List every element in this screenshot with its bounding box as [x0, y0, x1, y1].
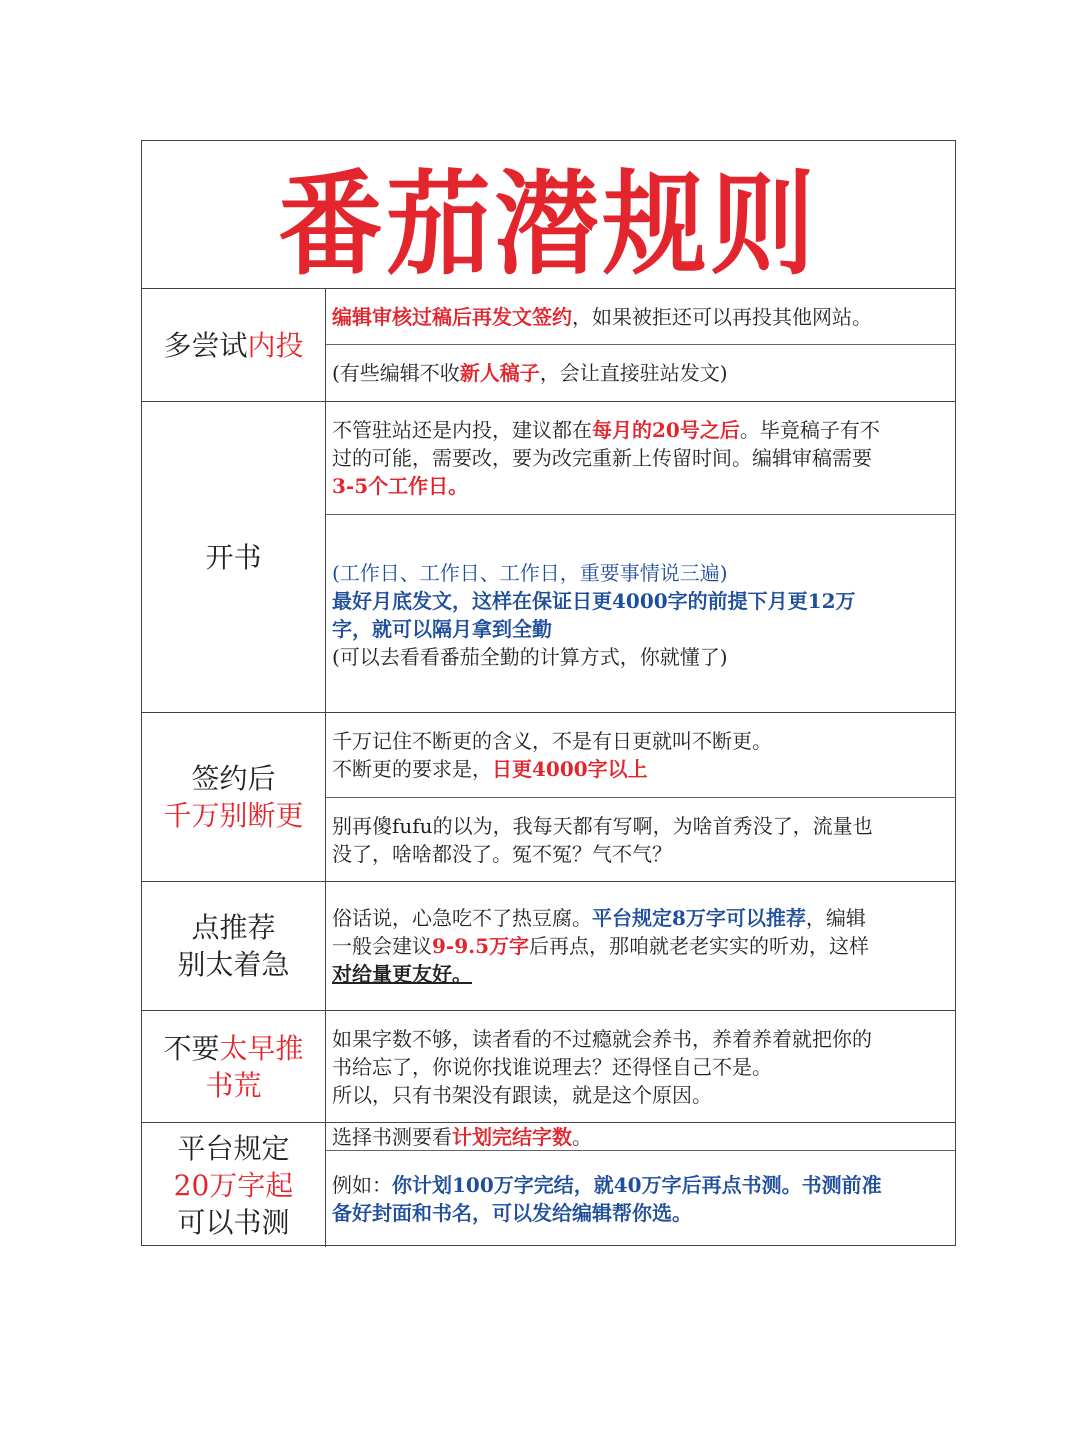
cell-neitou-1: [326, 289, 955, 345]
body-text: 所以，只有书架没有跟读，就是这个原因。: [332, 1083, 712, 1107]
label-text: 点推荐: [191, 911, 276, 944]
label-text: 多尝试: [163, 328, 248, 362]
body-text: 如果字数不够，读者看的不过瘾就会养书，养着养着就把你的: [332, 1027, 872, 1051]
label-text: 别太着急: [177, 948, 290, 981]
cell-shuhuang: [326, 1011, 955, 1123]
cell-qianyue-2: [326, 798, 955, 882]
note-text: (工作日、工作日、工作日，重要事情说三遍): [332, 561, 728, 585]
row-shuhuang: [142, 1011, 955, 1123]
highlight-text: 9-9.5万字: [432, 934, 530, 958]
label-highlight: 书荒: [205, 1068, 262, 1102]
body-text: 后再点，那咱就老老实实的听劝，这样: [529, 934, 870, 958]
label-shuce: [142, 1123, 326, 1247]
cell-kaishu-2: [326, 515, 955, 713]
label-text: 签约后: [191, 762, 276, 795]
row-qianyue: [142, 713, 955, 882]
label-kaishu: [142, 402, 326, 712]
label-highlight: 内投: [247, 328, 304, 362]
cell-shuce-2: [326, 1151, 955, 1247]
highlight-text: 备好封面和书名，可以发给编辑帮你选。: [332, 1201, 692, 1225]
highlight-text: 每月的20号之后: [592, 418, 740, 442]
label-tuijian: [142, 882, 326, 1010]
body-text: 别再傻fufu的以为，我每天都有写啊，为啥首秀没了，流量也: [332, 814, 873, 838]
label-neitou: [142, 289, 326, 401]
body-text: 例如：: [332, 1173, 392, 1197]
label-highlight: 太早推: [219, 1031, 304, 1065]
label-text: 平台规定: [177, 1131, 290, 1165]
label-text: 开书: [205, 540, 262, 574]
body-text: 选择书测要看: [332, 1125, 452, 1149]
label-text: 可以书测: [177, 1205, 290, 1239]
row-tuijian: [142, 882, 955, 1011]
body-text: 没了，啥啥都没了。冤不冤？气不气？: [332, 842, 672, 866]
cell-neitou-2: [326, 345, 955, 402]
highlight-text: 3-5个工作日。: [332, 474, 469, 498]
label-highlight: 20万字起: [173, 1168, 294, 1202]
row-neitou: [142, 289, 955, 402]
cell-qianyue-1: [326, 713, 955, 798]
body-text: (有些编辑不收: [332, 361, 460, 385]
underlined-text: 对给量更友好。: [332, 962, 472, 986]
body-text: 千万记住不断更的含义，不是有日更就叫不断更。: [332, 729, 772, 753]
label-shuhuang: [142, 1011, 326, 1122]
highlight-text: 计划完结字数: [452, 1125, 572, 1149]
cell-shuce-1: [326, 1123, 955, 1151]
highlight-text: 平台规定8万字可以推荐: [592, 906, 806, 930]
rules-table: [141, 140, 956, 1246]
body-text: 不断更的要求是，: [332, 757, 492, 781]
body-text: 俗话说，心急吃不了热豆腐。: [332, 906, 592, 930]
body-text: 不管驻站还是内投，建议都在: [332, 418, 592, 442]
highlight-text: 新人稿子: [459, 361, 540, 385]
body-text: 。: [572, 1125, 592, 1149]
label-highlight: 千万别断更: [163, 799, 304, 832]
body-text: 一般会建议: [332, 934, 432, 958]
cell-tuijian: [326, 882, 955, 1011]
body-text: (可以去看看番茄全勤的计算方式，你就懂了): [332, 645, 728, 669]
highlight-text: 最好月底发文，这样在保证日更4000字的前提下月更12万: [332, 589, 856, 613]
body-text: 书给忘了，你说你找谁说理去？还得怪自己不是。: [332, 1055, 772, 1079]
body-text: ，会让直接驻站发文): [539, 361, 728, 385]
body-text: ，如果被拒还可以再投其他网站。: [572, 305, 872, 329]
title-cell: [142, 141, 955, 289]
label-text: 不要: [163, 1031, 220, 1065]
body-text: ，编辑: [805, 906, 866, 930]
highlight-text: 编辑审核过稿后再发文签约: [332, 305, 572, 329]
page-title: 番茄潜规则: [278, 158, 819, 291]
highlight-text: 你计划100万字完结，就40万字后再点书测。书测前准: [392, 1173, 882, 1197]
body-text: 过的可能，需要改，要为改完重新上传留时间。编辑审稿需要: [332, 446, 872, 470]
row-shuce: [142, 1123, 955, 1247]
row-kaishu: [142, 402, 955, 713]
cell-kaishu-1: [326, 402, 955, 515]
highlight-text: 日更4000字以上: [492, 757, 648, 781]
label-qianyue: [142, 713, 326, 881]
body-text: 。毕竟稿子有不: [739, 418, 880, 442]
highlight-text: 字，就可以隔月拿到全勤: [332, 617, 552, 641]
